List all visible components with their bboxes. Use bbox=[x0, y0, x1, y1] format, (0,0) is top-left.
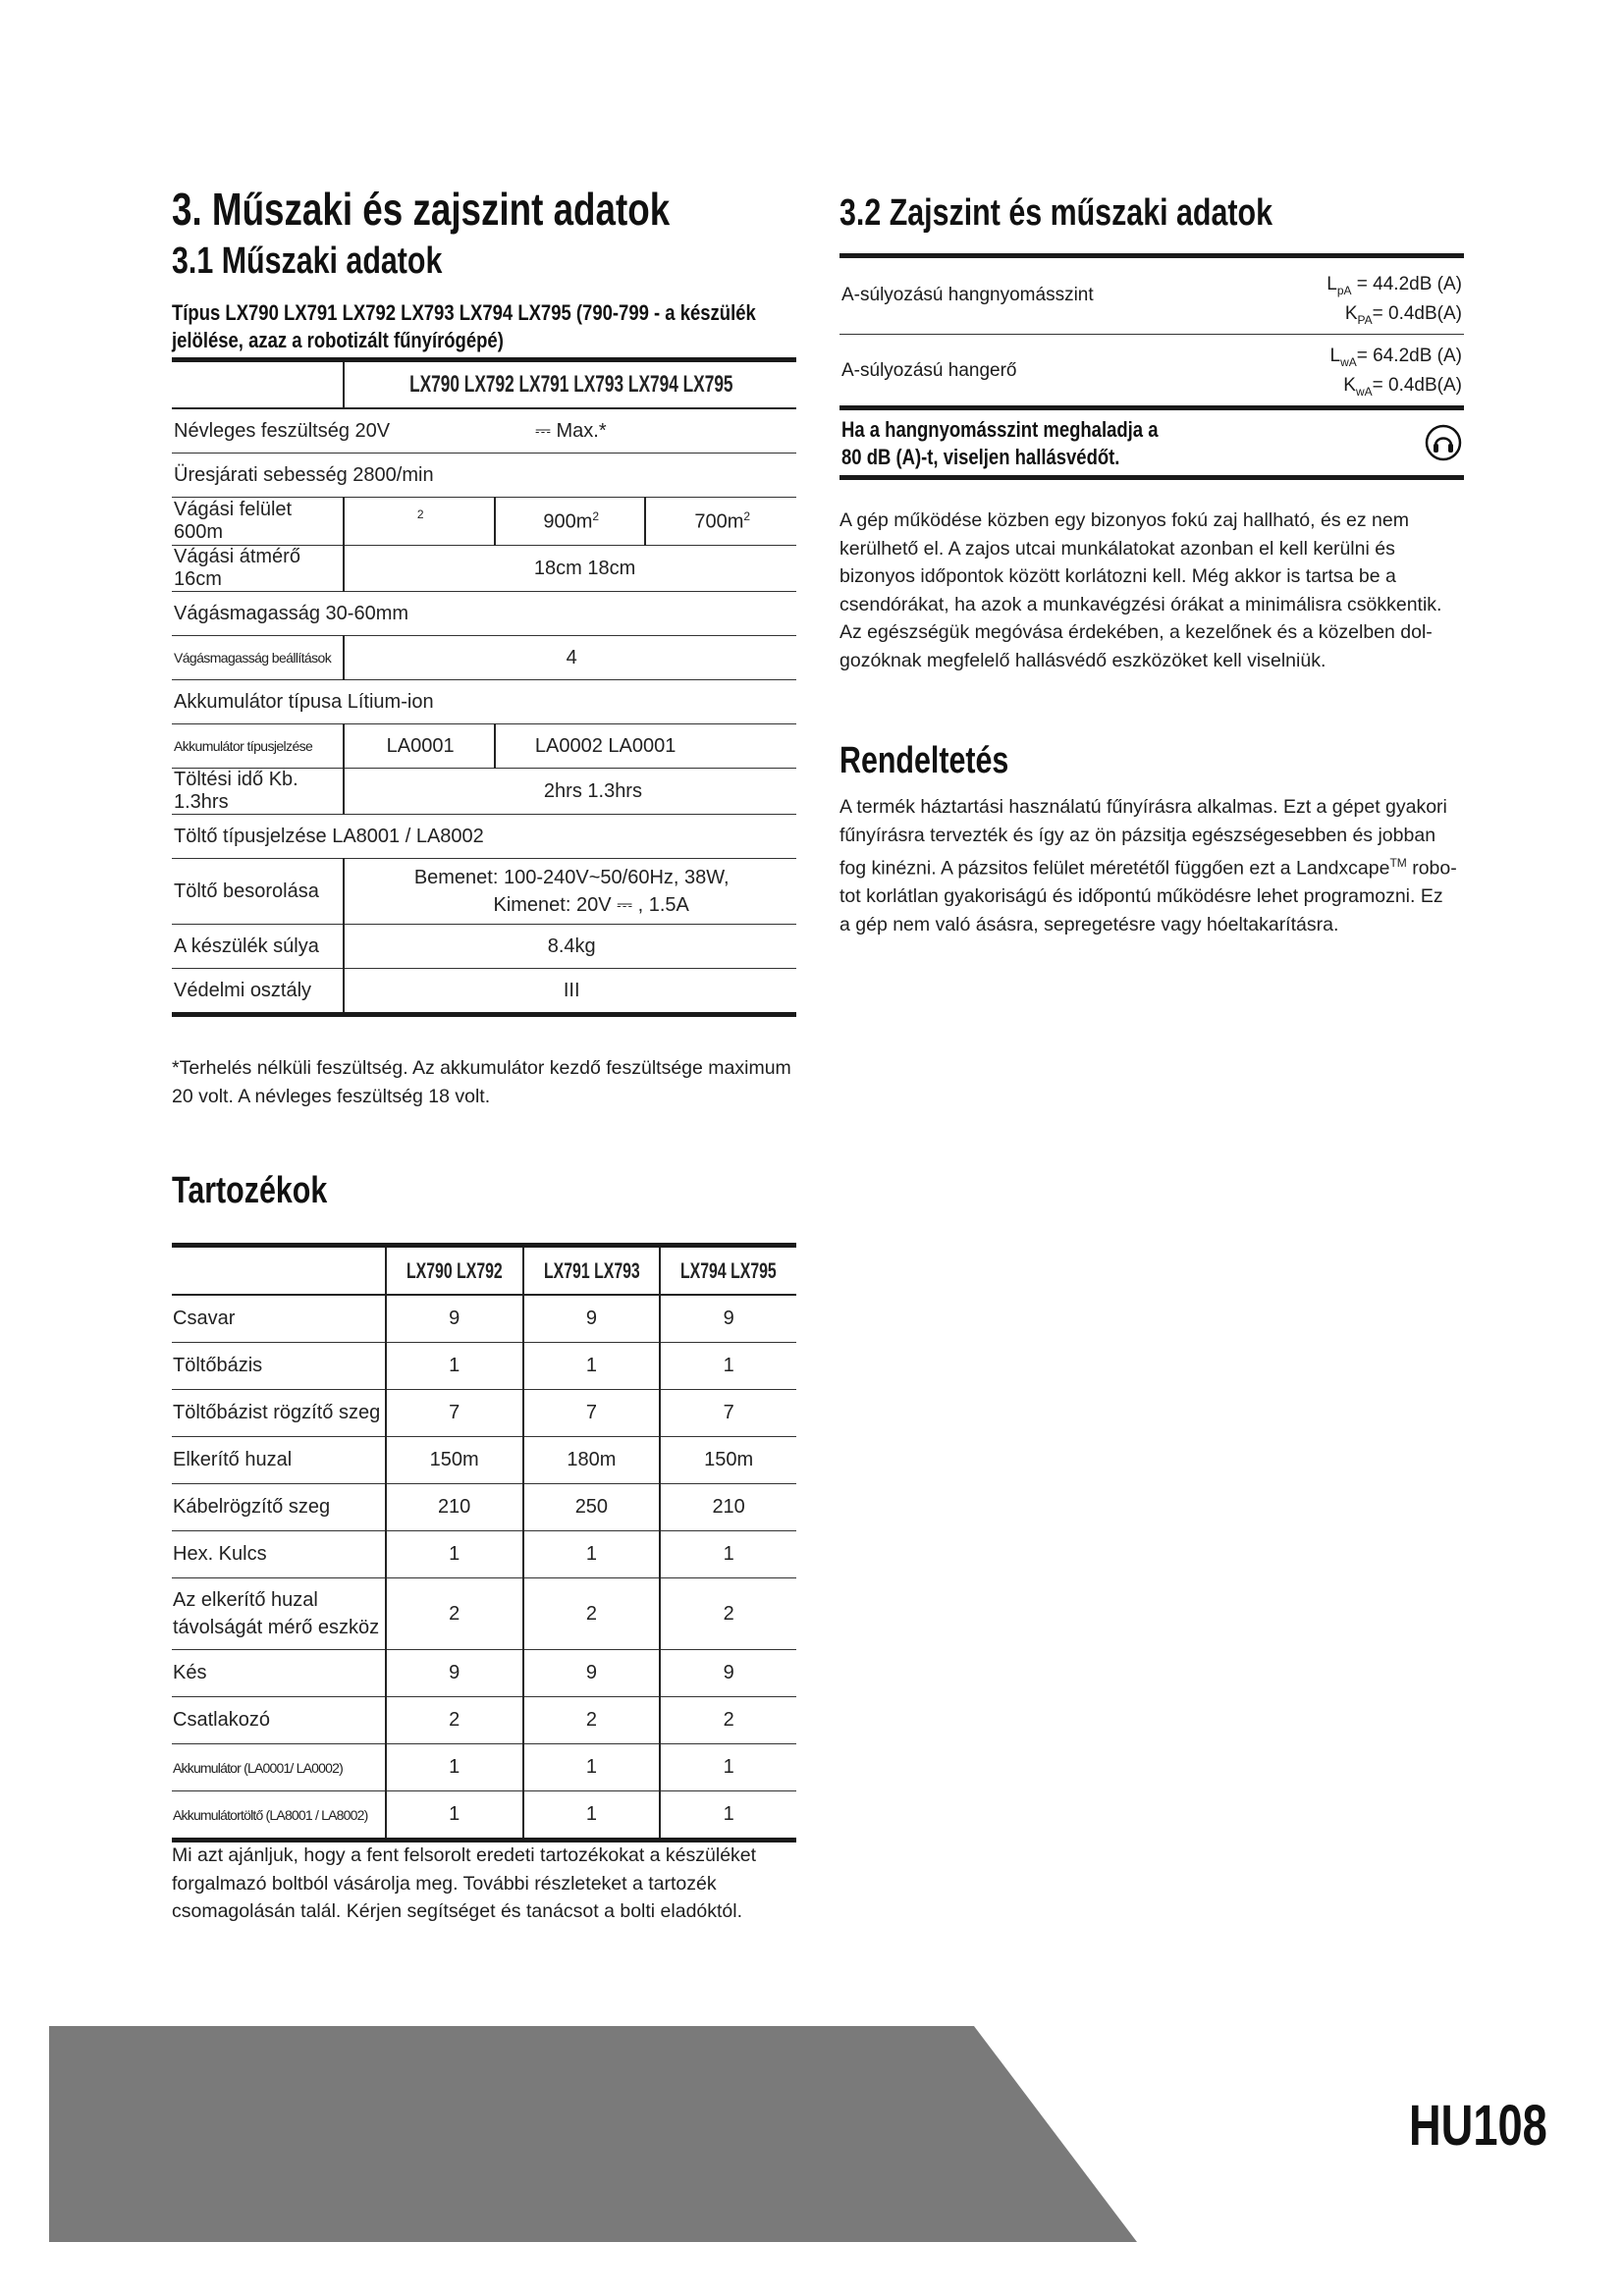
acc-value: 1 bbox=[523, 1791, 661, 1841]
acc-value: 9 bbox=[660, 1295, 796, 1343]
weight-label: A készülék súlya bbox=[174, 934, 319, 957]
acc-value: 1 bbox=[386, 1791, 523, 1841]
footer-band bbox=[0, 2026, 1159, 2242]
footnote-line-2: 20 volt. A névleges feszültség 18 volt. bbox=[172, 1085, 491, 1107]
noise-table bbox=[839, 259, 1464, 480]
sq-sup: 2 bbox=[592, 508, 600, 523]
area-value-3: 700m bbox=[694, 510, 744, 533]
purpose-line: fűnyírásra tervezték és így az ön pázsitja egészségesebben és jobban bbox=[839, 824, 1436, 846]
acc-col-1: LX790 LX792 bbox=[406, 1257, 503, 1283]
noise-top-rule bbox=[839, 253, 1464, 258]
protection-label: Védelmi osztály bbox=[174, 979, 312, 1001]
acc-value: 2 bbox=[660, 1697, 796, 1744]
purpose-line: tot korlátlan gyakoriságú és időpontú működésre lehet programozni. Ez bbox=[839, 885, 1443, 907]
acc-value: 7 bbox=[523, 1390, 661, 1437]
sq-sup: 2 bbox=[743, 508, 751, 523]
acc-value: 1 bbox=[660, 1343, 796, 1390]
acc-value: 2 bbox=[386, 1697, 523, 1744]
lpa-sub: pA bbox=[1336, 283, 1352, 297]
kpa-symbol: K bbox=[1344, 302, 1358, 324]
acc-label-line-2: távolságát mérő eszköz bbox=[173, 1617, 380, 1638]
note-line: forgalmazó boltból vásárolja meg. További részleteket a tartozék bbox=[172, 1872, 717, 1895]
noise-line: bizonyos időpontok között korlátozni kell. Még akkor is tartsa be a bbox=[839, 565, 1396, 587]
purpose-line-end: robo- bbox=[1406, 857, 1457, 880]
noise-row-2-values bbox=[1330, 345, 1462, 403]
height-adj-value: 4 bbox=[566, 646, 577, 668]
acc-value: 1 bbox=[386, 1531, 523, 1578]
acc-value: 1 bbox=[660, 1791, 796, 1841]
battery-code-v1: LA0001 bbox=[386, 734, 455, 757]
purpose-line-text: fog kinézni. A pázsitos felület méretétől függően ezt a Landxcape bbox=[839, 857, 1390, 880]
note-line: Mi azt ajánljuk, hogy a fent felsorolt eredeti tartozékokat a készüléket bbox=[172, 1844, 757, 1866]
lpa-value: = 44.2dB (A) bbox=[1351, 274, 1462, 294]
spec-row bbox=[172, 769, 796, 815]
acc-value: 7 bbox=[386, 1390, 523, 1437]
spec-row bbox=[172, 969, 796, 1015]
acc-value: 150m bbox=[386, 1437, 523, 1484]
acc-value: 1 bbox=[660, 1744, 796, 1791]
acc-row bbox=[172, 1484, 796, 1531]
footnote-line-1: *Terhelés nélküli feszültség. Az akkumulátor kezdő feszültsége maximum bbox=[172, 1057, 791, 1079]
accessories-table bbox=[172, 1248, 796, 1842]
battery-code-v2: LA0002 LA0001 bbox=[534, 734, 677, 757]
trademark-sup: TM bbox=[1389, 856, 1407, 870]
noise-bottom-rule bbox=[839, 475, 1464, 480]
spec-header-models: LX790 LX792 LX791 LX793 LX794 LX795 bbox=[409, 371, 733, 398]
section-title: 3. Műszaki és zajszint adatok bbox=[172, 184, 671, 235]
spec-row bbox=[172, 680, 796, 724]
noise-row-1-label: A-súlyozású hangnyomásszint bbox=[841, 285, 1094, 305]
noise-row-1 bbox=[839, 259, 1464, 335]
accessories-title: Tartozékok bbox=[172, 1170, 328, 1211]
acc-label: Akkumulátor (LA0001/ LA0002) bbox=[172, 1744, 386, 1791]
purpose-line: a gép nem való ásásra, sepregetésre vagy hóeltakarításra. bbox=[839, 913, 1339, 935]
spec-row bbox=[172, 636, 796, 680]
acc-value: 180m bbox=[523, 1437, 661, 1484]
acc-label: Csavar bbox=[172, 1295, 386, 1343]
acc-label: Töltőbázis bbox=[172, 1343, 386, 1390]
footnote bbox=[172, 1054, 820, 1110]
spec-row bbox=[172, 815, 796, 859]
purpose-paragraph bbox=[839, 793, 1468, 938]
voltage-value: ⎓ Max.* bbox=[535, 419, 607, 442]
kpa-value: = 0.4dB(A) bbox=[1372, 302, 1462, 324]
acc-label: Hex. Kulcs bbox=[172, 1531, 386, 1578]
acc-row bbox=[172, 1791, 796, 1841]
battery-code-label: Akkumulátor típusjelzése bbox=[174, 738, 313, 754]
charger-class-line-2: Kimenet: 20V ⎓ , 1.5A bbox=[493, 894, 689, 916]
spec-row bbox=[172, 925, 796, 969]
kwa-sub: wA bbox=[1355, 384, 1373, 399]
acc-value: 2 bbox=[523, 1578, 661, 1650]
page-number: HU108 bbox=[1409, 2094, 1547, 2158]
acc-label bbox=[172, 1578, 386, 1650]
kwa-value: = 0.4dB(A) bbox=[1372, 374, 1462, 396]
spec-row bbox=[172, 592, 796, 636]
lwa-symbol: L bbox=[1329, 346, 1341, 366]
noise-line: gozóknak megfelelő hallásvédő eszközöket kell viselniük. bbox=[839, 649, 1326, 671]
spec-row bbox=[172, 454, 796, 498]
acc-label: Csatlakozó bbox=[172, 1697, 386, 1744]
purpose-line: A termék háztartási használatú fűnyírásra alkalmas. Ezt a gépet gyakori bbox=[839, 796, 1447, 818]
acc-row bbox=[172, 1578, 796, 1650]
acc-value: 150m bbox=[660, 1437, 796, 1484]
purpose-line bbox=[839, 849, 1468, 882]
acc-col-3: LX794 LX795 bbox=[680, 1257, 777, 1283]
charge-time-label: Töltési idő Kb. 1.3hrs bbox=[174, 769, 298, 813]
acc-row bbox=[172, 1650, 796, 1697]
noise-row-2-label: A-súlyozású hangerő bbox=[841, 360, 1017, 381]
purpose-title: Rendeltetés bbox=[839, 740, 1009, 781]
kpa-sub: PA bbox=[1357, 312, 1373, 327]
acc-label: Kábelrögzítő szeg bbox=[172, 1484, 386, 1531]
acc-value: 9 bbox=[523, 1650, 661, 1697]
acc-value: 2 bbox=[523, 1697, 661, 1744]
area-sup: 2 bbox=[416, 507, 424, 521]
spec-row bbox=[172, 498, 796, 546]
subsection-title: 3.1 Műszaki adatok bbox=[172, 240, 443, 282]
diameter-label: Vágási átmérő 16cm bbox=[174, 546, 300, 590]
acc-label: Akkumulátortöltő (LA8001 / LA8002) bbox=[172, 1791, 386, 1841]
acc-header-row bbox=[172, 1248, 796, 1295]
noise-line: A gép működése közben egy bizonyos fokú zaj hallható, és ez nem bbox=[839, 509, 1409, 531]
spec-header-row bbox=[172, 362, 796, 408]
acc-row bbox=[172, 1437, 796, 1484]
lpa-symbol: L bbox=[1326, 274, 1337, 294]
diameter-value: 18cm 18cm bbox=[533, 557, 636, 579]
voltage-label: Névleges feszültség 20V bbox=[174, 419, 391, 442]
noise-line: csendórákat, ha azok a munkavégzési órákat a minimálisra csökkentik. bbox=[839, 593, 1442, 615]
acc-col-2: LX791 LX793 bbox=[543, 1257, 640, 1283]
acc-value: 210 bbox=[660, 1484, 796, 1531]
charger-type-label: Töltő típusjelzése LA8001 / LA8002 bbox=[174, 825, 484, 847]
acc-label: Kés bbox=[172, 1650, 386, 1697]
area-value-2: 900m bbox=[543, 510, 593, 533]
acc-label-line-1: Az elkerítő huzal bbox=[173, 1589, 318, 1611]
type-line-1: Típus LX790 LX791 LX792 LX793 LX794 LX795 (790-799 - a készülék bbox=[172, 300, 756, 325]
acc-value: 1 bbox=[523, 1531, 661, 1578]
hearing-protection-icon bbox=[1425, 424, 1462, 461]
acc-value: 1 bbox=[660, 1531, 796, 1578]
charger-class-label: Töltő besorolása bbox=[174, 880, 319, 902]
spec-row bbox=[172, 408, 796, 454]
acc-value: 7 bbox=[660, 1390, 796, 1437]
spec-row bbox=[172, 546, 796, 592]
acc-value: 1 bbox=[523, 1343, 661, 1390]
acc-row bbox=[172, 1697, 796, 1744]
acc-value: 250 bbox=[523, 1484, 661, 1531]
spec-table bbox=[172, 362, 796, 1017]
warning-line-1: Ha a hangnyomásszint meghaladja a bbox=[841, 417, 1159, 442]
noise-line: kerülhető el. A zajos utcai munkálatokat azonban el kell kerülni és bbox=[839, 537, 1395, 560]
height-label: Vágásmagasság 30-60mm bbox=[174, 602, 409, 624]
noise-row-1-values bbox=[1326, 273, 1462, 332]
acc-value: 2 bbox=[386, 1578, 523, 1650]
lwa-sub: wA bbox=[1340, 354, 1357, 369]
charger-class-line-1: Bemenet: 100-240V~50/60Hz, 38W, bbox=[413, 867, 730, 888]
footer-band-shape bbox=[49, 2026, 1137, 2242]
kwa-symbol: K bbox=[1343, 374, 1356, 396]
acc-row bbox=[172, 1744, 796, 1791]
acc-row bbox=[172, 1295, 796, 1343]
acc-label: Elkerítő huzal bbox=[172, 1437, 386, 1484]
acc-row bbox=[172, 1343, 796, 1390]
height-adj-label: Vágásmagasság beállítások bbox=[174, 650, 332, 666]
spec-row bbox=[172, 724, 796, 769]
charge-time-value: 2hrs 1.3hrs bbox=[543, 779, 642, 802]
spec-row bbox=[172, 859, 796, 925]
noise-title: 3.2 Zajszint és műszaki adatok bbox=[839, 192, 1272, 234]
acc-value: 2 bbox=[660, 1578, 796, 1650]
lwa-value: = 64.2dB (A) bbox=[1356, 346, 1462, 366]
acc-row bbox=[172, 1390, 796, 1437]
speed-label: Üresjárati sebesség 2800/min bbox=[174, 463, 434, 486]
acc-value: 9 bbox=[660, 1650, 796, 1697]
accessories-note bbox=[172, 1842, 820, 1926]
warning-line-2: 80 dB (A)-t, viseljen hallásvédőt. bbox=[841, 445, 1120, 469]
acc-value: 1 bbox=[523, 1744, 661, 1791]
weight-value: 8.4kg bbox=[547, 934, 596, 957]
noise-line: Az egészségük megóvása érdekében, a kezelőnek és a közelben dol- bbox=[839, 621, 1433, 643]
acc-value: 9 bbox=[523, 1295, 661, 1343]
noise-warning-row bbox=[839, 410, 1464, 475]
acc-value: 9 bbox=[386, 1295, 523, 1343]
acc-label: Töltőbázist rögzítő szeg bbox=[172, 1390, 386, 1437]
note-line: csomagolásán talál. Kérjen segítséget és tanácsot a bolti eladóktól. bbox=[172, 1900, 743, 1922]
protection-value: III bbox=[563, 979, 580, 1001]
battery-type-label: Akkumulátor típusa Lítium-ion bbox=[174, 690, 434, 713]
type-line-2: jelölése, azaz a robotizált fűnyírógépé) bbox=[172, 328, 504, 352]
acc-row bbox=[172, 1531, 796, 1578]
acc-value: 1 bbox=[386, 1744, 523, 1791]
noise-row-2 bbox=[839, 335, 1464, 410]
area-label: Vágási felület 600m bbox=[174, 499, 293, 543]
acc-value: 1 bbox=[386, 1343, 523, 1390]
noise-paragraph bbox=[839, 507, 1468, 674]
acc-value: 210 bbox=[386, 1484, 523, 1531]
acc-value: 9 bbox=[386, 1650, 523, 1697]
